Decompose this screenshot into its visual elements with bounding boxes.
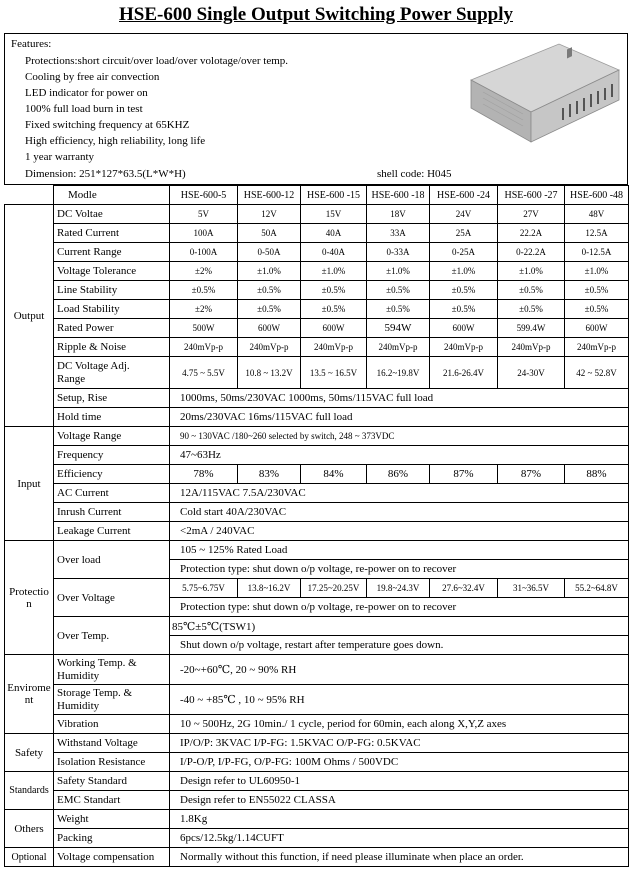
- value-cell: 4.75 ~ 5.5V: [170, 357, 238, 389]
- value-cell: 83%: [238, 465, 301, 484]
- param-label: Packing: [54, 829, 170, 848]
- param-label: Safety Standard: [54, 772, 170, 791]
- model-header: HSE-600 -18: [367, 186, 430, 205]
- value-cell: 240mVp-p: [170, 338, 238, 357]
- spec-table: [4, 185, 629, 867]
- param-label: Weight: [54, 810, 170, 829]
- value-cell: 25A: [430, 224, 498, 243]
- value-cell: ±0.5%: [430, 281, 498, 300]
- shell-code: shell code: H045: [377, 168, 452, 180]
- value-cell: ±0.5%: [301, 281, 367, 300]
- value-cell: ±0.5%: [498, 300, 565, 319]
- param-label-line: Humidity: [57, 699, 100, 712]
- table-row: [5, 753, 629, 772]
- table-row: [5, 205, 629, 224]
- value-cell: 0-100A: [170, 243, 238, 262]
- value-cell: 17.25~20.25V: [301, 579, 367, 598]
- features-heading: Features:: [11, 38, 52, 50]
- table-row: [5, 715, 629, 734]
- value-cell: 18V: [367, 205, 430, 224]
- value-cell: 19.8~24.3V: [367, 579, 430, 598]
- value-cell: 1000ms, 50ms/230VAC 1000ms, 50ms/115VAC full load: [170, 389, 629, 408]
- value-cell: Protection type: shut down o/p voltage, re-power on to recover: [170, 560, 629, 579]
- value-cell: 12.5A: [565, 224, 629, 243]
- table-row: [5, 357, 629, 389]
- param-label: Frequency: [54, 446, 170, 465]
- value-cell: 240mVp-p: [498, 338, 565, 357]
- group-output: Output: [5, 205, 54, 427]
- value-cell: ±2%: [170, 262, 238, 281]
- param-label: Rated Current: [54, 224, 170, 243]
- feature-line: Fixed switching frequency at 65KHZ: [25, 119, 190, 131]
- value-cell: 40A: [301, 224, 367, 243]
- feature-line: Cooling by free air convection: [25, 71, 160, 83]
- value-cell: -20~+60℃, 20 ~ 90% RH: [170, 655, 629, 685]
- param-label-line: Humidity: [57, 669, 100, 682]
- value-cell: 24V: [430, 205, 498, 224]
- table-row: [5, 446, 629, 465]
- model-header: HSE-600-5: [170, 186, 238, 205]
- table-row: [5, 319, 629, 338]
- model-header-label: Modle: [54, 186, 170, 205]
- group-label-line: n: [26, 597, 32, 610]
- param-label: [54, 685, 170, 715]
- value-cell: 47~63Hz: [170, 446, 629, 465]
- value-cell: 100A: [170, 224, 238, 243]
- table-row: [5, 617, 629, 636]
- value-cell: ±1.0%: [565, 262, 629, 281]
- value-cell: 87%: [430, 465, 498, 484]
- value-cell: 85℃±5℃(TSW1): [170, 617, 629, 636]
- value-cell: 500W: [170, 319, 238, 338]
- value-cell: Design refer to UL60950-1: [170, 772, 629, 791]
- param-label: Setup, Rise: [54, 389, 170, 408]
- table-row: [5, 772, 629, 791]
- param-label: Ripple & Noise: [54, 338, 170, 357]
- value-cell: 10 ~ 500Hz, 2G 10min./ 1 cycle, period for 60min, each along X,Y,Z axes: [170, 715, 629, 734]
- value-cell: 5V: [170, 205, 238, 224]
- table-row: [5, 503, 629, 522]
- feature-line: 1 year warranty: [25, 151, 95, 163]
- param-label: Over Voltage: [54, 579, 170, 617]
- table-row: [5, 281, 629, 300]
- table-row: [5, 829, 629, 848]
- value-cell: ±0.5%: [170, 281, 238, 300]
- value-cell: 15V: [301, 205, 367, 224]
- value-cell: 90 ~ 130VAC /180~260 selected by switch, 248 ~ 373VDC: [170, 427, 629, 446]
- value-cell: 55.2~64.8V: [565, 579, 629, 598]
- group-optional: Optional: [5, 848, 54, 867]
- value-cell: 24-30V: [498, 357, 565, 389]
- group-others: Others: [5, 810, 54, 848]
- page-title: HSE-600 Single Output Switching Power Supply: [119, 4, 513, 25]
- value-cell: 600W: [238, 319, 301, 338]
- table-row: [5, 522, 629, 541]
- value-cell: 0-22.2A: [498, 243, 565, 262]
- param-label: Efficiency: [54, 465, 170, 484]
- value-cell: 1.8Kg: [170, 810, 629, 829]
- table-row: [5, 408, 629, 427]
- value-cell: 6pcs/12.5kg/1.14CUFT: [170, 829, 629, 848]
- param-label: DC Voltae: [54, 205, 170, 224]
- value-cell: 240mVp-p: [238, 338, 301, 357]
- value-cell: Design refer to EN55022 CLASSA: [170, 791, 629, 810]
- value-cell: ±1.0%: [430, 262, 498, 281]
- value-cell: ±1.0%: [367, 262, 430, 281]
- value-cell: Cold start 40A/230VAC: [170, 503, 629, 522]
- value-cell: 84%: [301, 465, 367, 484]
- table-row: [5, 465, 629, 484]
- value-cell: Protection type: shut down o/p voltage, re-power on to recover: [170, 598, 629, 617]
- group-label-line: Protectio: [9, 585, 49, 598]
- param-label: Rated Power: [54, 319, 170, 338]
- value-cell: 599.4W: [498, 319, 565, 338]
- value-cell: ±0.5%: [565, 281, 629, 300]
- param-label: Over load: [54, 541, 170, 579]
- value-cell: 0-25A: [430, 243, 498, 262]
- param-label: Isolation Resistance: [54, 753, 170, 772]
- power-supply-photo: [463, 42, 621, 146]
- value-cell: ±0.5%: [565, 300, 629, 319]
- param-label: Voltage Tolerance: [54, 262, 170, 281]
- param-label: EMC Standart: [54, 791, 170, 810]
- value-cell: IP/O/P: 3KVAC I/P-FG: 1.5KVAC O/P-FG: 0.5KVAC: [170, 734, 629, 753]
- value-cell: 12A/115VAC 7.5A/230VAC: [170, 484, 629, 503]
- value-cell: 13.5 ~ 16.5V: [301, 357, 367, 389]
- value-cell: ±0.5%: [367, 281, 430, 300]
- value-cell: 240mVp-p: [565, 338, 629, 357]
- table-row: [5, 389, 629, 408]
- value-cell: 27.6~32.4V: [430, 579, 498, 598]
- table-row: [5, 262, 629, 281]
- value-cell: 87%: [498, 465, 565, 484]
- table-row: [5, 810, 629, 829]
- value-cell: 594W: [367, 319, 430, 338]
- value-cell: Normally without this function, if need please illuminate when place an order.: [170, 848, 629, 867]
- model-header: HSE-600-12: [238, 186, 301, 205]
- feature-line: Protections:short circuit/over load/over volotage/over temp.: [25, 55, 289, 67]
- group-label-line: nt: [24, 694, 34, 706]
- feature-line: 100% full load burn in test: [25, 103, 143, 115]
- param-label-line: Storage Temp. &: [57, 686, 133, 699]
- model-header: HSE-600 -15: [301, 186, 367, 205]
- param-label: Hold time: [54, 408, 170, 427]
- value-cell: ±1.0%: [301, 262, 367, 281]
- table-row: [5, 484, 629, 503]
- table-row: [5, 685, 629, 715]
- table-header-row: [5, 186, 629, 205]
- group-protection: [5, 541, 54, 655]
- value-cell: 12V: [238, 205, 301, 224]
- value-cell: 240mVp-p: [430, 338, 498, 357]
- table-row: [5, 734, 629, 753]
- param-label: Inrush Current: [54, 503, 170, 522]
- value-cell: 0-40A: [301, 243, 367, 262]
- value-cell: 22.2A: [498, 224, 565, 243]
- value-cell: ±1.0%: [238, 262, 301, 281]
- value-cell: 5.75~6.75V: [170, 579, 238, 598]
- value-cell: 20ms/230VAC 16ms/115VAC full load: [170, 408, 629, 427]
- param-label-line: Working Temp. &: [57, 656, 137, 669]
- param-label-line: Range: [57, 372, 86, 385]
- table-row: [5, 541, 629, 560]
- value-cell: 105 ~ 125% Rated Load: [170, 541, 629, 560]
- param-label-line: DC Voltage Adj.: [57, 359, 130, 372]
- param-label: [54, 655, 170, 685]
- value-cell: ±2%: [170, 300, 238, 319]
- param-label: Over Temp.: [54, 617, 170, 655]
- param-label: [54, 357, 170, 389]
- value-cell: 240mVp-p: [367, 338, 430, 357]
- value-cell: ±0.5%: [238, 281, 301, 300]
- group-standards: Standards: [5, 772, 54, 810]
- value-cell: 42 ~ 52.8V: [565, 357, 629, 389]
- value-cell: ±1.0%: [498, 262, 565, 281]
- param-label: Leakage Current: [54, 522, 170, 541]
- table-row: [5, 300, 629, 319]
- param-label: Voltage compensation: [54, 848, 170, 867]
- value-cell: 600W: [565, 319, 629, 338]
- value-cell: ±0.5%: [238, 300, 301, 319]
- value-cell: 10.8 ~ 13.2V: [238, 357, 301, 389]
- value-cell: 0-50A: [238, 243, 301, 262]
- value-cell: 86%: [367, 465, 430, 484]
- value-cell: I/P-O/P, I/P-FG, O/P-FG: 100M Ohms / 500VDC: [170, 753, 629, 772]
- value-cell: ±0.5%: [301, 300, 367, 319]
- table-row: [5, 427, 629, 446]
- value-cell: Shut down o/p voltage, restart after temperature goes down.: [170, 636, 629, 655]
- features-box: [4, 33, 628, 185]
- value-cell: 33A: [367, 224, 430, 243]
- value-cell: ±0.5%: [430, 300, 498, 319]
- value-cell: 50A: [238, 224, 301, 243]
- model-header: HSE-600 -24: [430, 186, 498, 205]
- table-row: [5, 848, 629, 867]
- value-cell: 31~36.5V: [498, 579, 565, 598]
- table-row: [5, 655, 629, 685]
- param-label: Voltage Range: [54, 427, 170, 446]
- param-label: Withstand Voltage: [54, 734, 170, 753]
- value-cell: 78%: [170, 465, 238, 484]
- value-cell: 13.8~16.2V: [238, 579, 301, 598]
- model-header: HSE-600 -48: [565, 186, 629, 205]
- param-label: AC Current: [54, 484, 170, 503]
- table-row: [5, 579, 629, 598]
- value-cell: 21.6-26.4V: [430, 357, 498, 389]
- table-row: [5, 791, 629, 810]
- value-cell: 0-12.5A: [565, 243, 629, 262]
- feature-line: Dimension: 251*127*63.5(L*W*H): [25, 168, 186, 180]
- value-cell: 48V: [565, 205, 629, 224]
- param-label: Vibration: [54, 715, 170, 734]
- value-cell: 27V: [498, 205, 565, 224]
- value-cell: 0-33A: [367, 243, 430, 262]
- group-label-line: Envirome: [7, 682, 51, 694]
- feature-line: LED indicator for power on: [25, 87, 148, 99]
- param-label: Load Stability: [54, 300, 170, 319]
- value-cell: 16.2~19.8V: [367, 357, 430, 389]
- value-cell: 600W: [301, 319, 367, 338]
- value-cell: <2mA / 240VAC: [170, 522, 629, 541]
- value-cell: 600W: [430, 319, 498, 338]
- value-cell: 240mVp-p: [301, 338, 367, 357]
- table-row: [5, 338, 629, 357]
- value-cell: ±0.5%: [367, 300, 430, 319]
- group-environment: [5, 655, 54, 734]
- param-label: Line Stability: [54, 281, 170, 300]
- group-input: Input: [5, 427, 54, 541]
- value-cell: ±0.5%: [498, 281, 565, 300]
- value-cell: -40 ~ +85℃ , 10 ~ 95% RH: [170, 685, 629, 715]
- value-cell: 88%: [565, 465, 629, 484]
- feature-line: High efficiency, high reliability, long life: [25, 135, 206, 147]
- group-safety: Safety: [5, 734, 54, 772]
- param-label: Current Range: [54, 243, 170, 262]
- table-row: [5, 224, 629, 243]
- model-header: HSE-600 -27: [498, 186, 565, 205]
- table-row: [5, 243, 629, 262]
